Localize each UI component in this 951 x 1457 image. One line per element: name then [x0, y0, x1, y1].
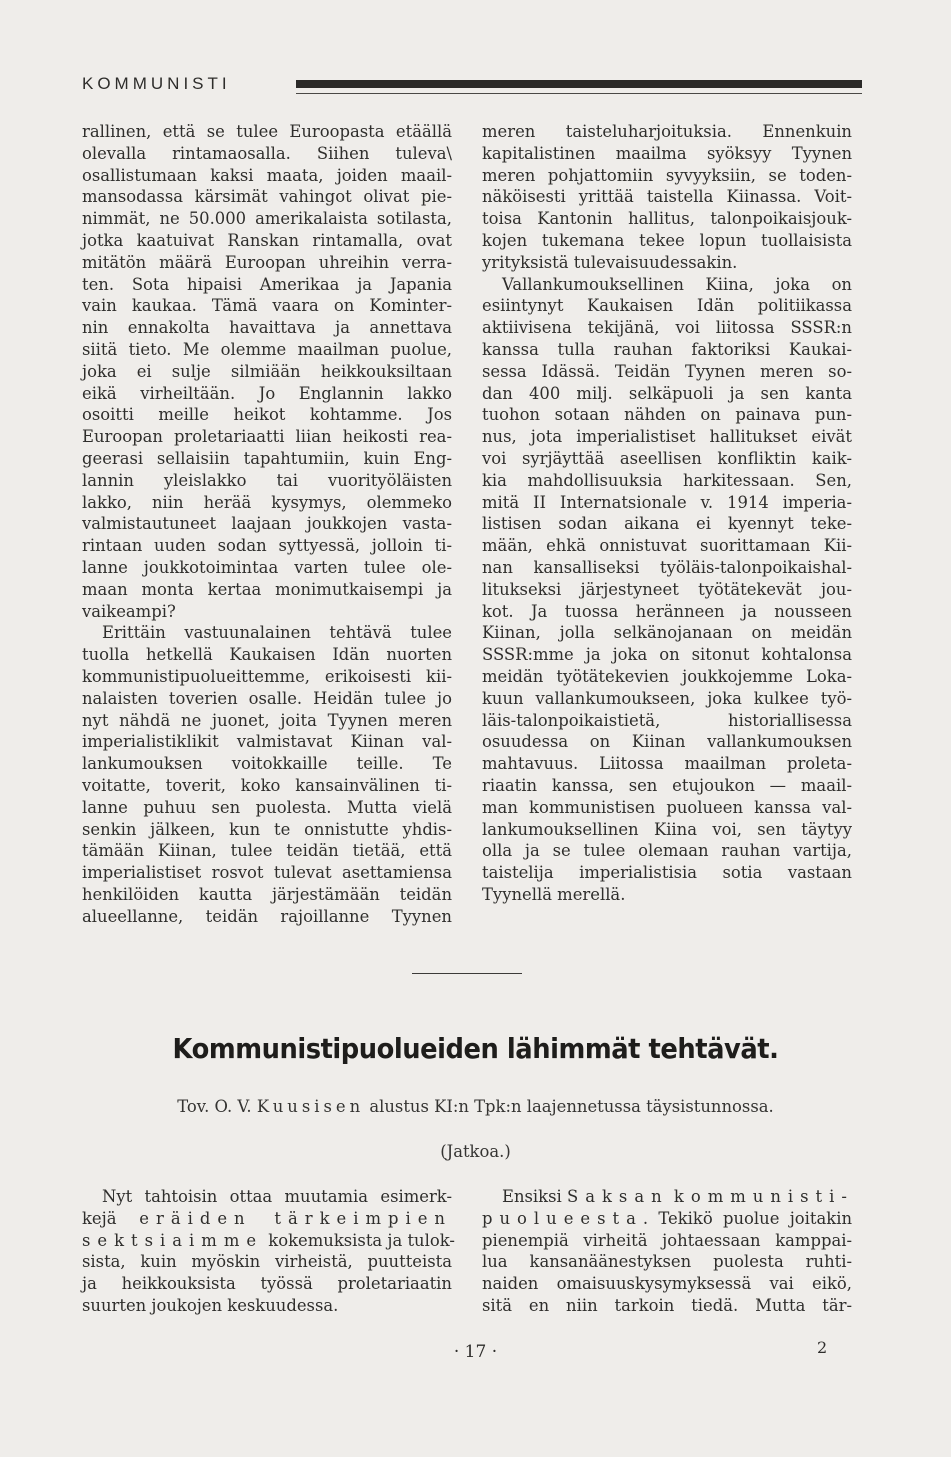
- text-line: vaikeampi?: [82, 601, 176, 621]
- text-line: ten. Sota hipaisi Amerikaa ja Japania: [82, 274, 452, 294]
- emphasis-text: eräiden: [139, 1208, 252, 1228]
- text-line: lankumouksellinen Kiina voi, sen täytyy: [482, 819, 852, 839]
- running-header: [82, 74, 864, 100]
- text-line: alueellanne, teidän rajoillanne Tyynen: [82, 906, 452, 926]
- text-line: meren pohjattomiin syvyyksiin, se toden-: [482, 165, 852, 185]
- emphasis-text: kommunisti-: [673, 1187, 854, 1206]
- header-rule-thick: [296, 80, 862, 88]
- text-span: kokemuksista ja tulok-: [263, 1230, 455, 1250]
- text-line: valmistautuneet laajaan joukkojen vasta-: [82, 514, 452, 534]
- text-line: mahtavuus. Liitossa maailman proleta-: [482, 754, 852, 774]
- text-line: Erittäin vastuunalainen tehtävä tulee: [102, 623, 452, 643]
- text-line: eikä virheiltään. Jo Englannin lakko: [82, 383, 452, 403]
- emphasis-text: Saksan: [566, 1187, 669, 1206]
- header-rule-thin: [296, 93, 862, 94]
- text-line: nalaisten toverien osalle. Heidän tulee jo: [82, 688, 452, 708]
- text-line: pienempiä virheitä johtaessaan kamppai-: [482, 1230, 852, 1250]
- section-divider: [412, 973, 522, 974]
- text-line: lannin yleislakko tai vuorityöläisten: [82, 470, 452, 490]
- text-line: esiintynyt Kaukaisen Idän politiikassa: [482, 296, 852, 316]
- text-line: kia mahdollisuuksia harkitessaan. Sen,: [482, 470, 852, 490]
- text-span: . Tekikö puolue joitakin: [642, 1208, 852, 1228]
- text-line: lankumouksen voitokkaille teille. Te: [82, 754, 452, 774]
- text-line: toisa Kantonin hallitus, talonpoikaisjouk-: [482, 209, 852, 229]
- text-line: ja heikkouksista työssä proletariaatin: [82, 1274, 452, 1294]
- text-line: listisen sodan aikana ei kyennyt teke-: [482, 514, 852, 534]
- text-line: senkin jälkeen, kun te onnistutte yhdis-: [82, 819, 452, 839]
- text-line: osuudessa on Kiinan vallankumouksen: [482, 732, 852, 752]
- text-line: olla ja se tulee olemaan rauhan vartija,: [482, 841, 852, 861]
- subtitle-author: Kuusisen: [256, 1097, 365, 1116]
- text-line: maan monta kertaa monimutkaisempi ja: [82, 579, 452, 599]
- article-subtitle: [0, 1097, 951, 1116]
- text-line: kojen tukemana tekee lopun tuollaisista: [482, 230, 852, 250]
- text-line: lanne joukkotoimintaa varten tulee ole-: [82, 557, 452, 577]
- text-line: tuohon sotaan nähden on painava pun-: [482, 405, 852, 425]
- text-column-right-top: [482, 121, 852, 906]
- text-line: man kommunistisen puolueen kanssa val-: [482, 797, 852, 817]
- text-line: taistelija imperialistisia sotia vastaan: [482, 863, 852, 883]
- journal-title: KOMMUNISTI: [82, 74, 231, 93]
- text-line: suurten joukojen keskuudessa.: [82, 1295, 339, 1315]
- emphasis-text: tärkeimpien: [274, 1208, 452, 1228]
- text-line: [82, 1208, 452, 1230]
- text-line: kommunistipuolueittemme, erikoisesti kii-: [82, 666, 452, 686]
- subtitle-prefix: Tov. O. V.: [177, 1097, 257, 1116]
- emphasis-text: puolueesta: [482, 1208, 643, 1228]
- text-line: nin ennakolta havaittava ja annettava: [82, 318, 452, 338]
- subtitle-suffix: alustus KI:n Tpk:n laajennetussa täysistunnossa.: [364, 1097, 774, 1116]
- text-line: vain kaukaa. Tämä vaara on Kominter-: [82, 296, 452, 316]
- article-title: Kommunistipuolueiden lähimmät tehtävät.: [172, 1032, 779, 1065]
- text-line: olevalla rintamaosalla. Siihen tuleva\: [82, 143, 452, 163]
- text-line: lanne puhuu sen puolesta. Mutta vielä: [82, 797, 452, 817]
- text-line: meidän työtätekevien joukkojemme Loka-: [482, 666, 852, 686]
- text-span: [252, 1209, 275, 1228]
- text-line: aktiivisena tekijänä, voi liitossa SSSR:n: [482, 318, 852, 338]
- text-line: nimmät, ne 50.000 amerikalaista sotilasta,: [82, 209, 452, 229]
- text-column-left-bottom: [82, 1186, 455, 1317]
- text-line: Nyt tahtoisin ottaa muutamia esimerk-: [102, 1187, 452, 1206]
- text-line: voi syrjäyttää aseellisen konfliktin kaik-: [482, 448, 852, 468]
- text-line: dan 400 milj. selkäpuoli ja sen kanta: [482, 383, 852, 403]
- text-line: kanssa tulla rauhan faktoriksi Kaukai-: [482, 339, 852, 359]
- text-line: henkilöiden kautta järjestämään teidän: [82, 884, 452, 904]
- text-column-left-top: [82, 121, 452, 927]
- text-line: osallistumaan kaksi maata, joiden maail-: [82, 165, 452, 185]
- text-line: tämään Kiinan, tulee teidän tietää, että: [82, 841, 452, 861]
- text-line: näköisesti yrittää taistella Kiinassa. Voit-: [482, 187, 852, 207]
- text-line: rintaan uuden sodan syttyessä, jolloin ti-: [82, 536, 452, 556]
- text-line: yrityksistä tulevaisuudessakin.: [482, 252, 738, 272]
- text-line: nyt nähdä ne juonet, joita Tyynen meren: [82, 710, 452, 730]
- continued-note: (Jatkoa.): [440, 1142, 511, 1161]
- text-line: Kiinan, jolla selkänojanaan on meidän: [482, 623, 852, 643]
- text-line: jotka kaatuivat Ranskan rintamalla, ovat: [82, 230, 452, 250]
- text-line: kapitalistinen maailma syöksyy Tyynen: [482, 143, 852, 163]
- text-line: lakko, niin herää kysymys, olemmeko: [82, 492, 452, 512]
- text-line: naiden omaisuuskysymyksessä vai eikö,: [482, 1274, 852, 1294]
- text-line: kot. Ja tuossa heränneen ja nousseen: [482, 601, 852, 621]
- text-line: [482, 1186, 852, 1208]
- text-line: SSSR:mme ja joka on sitonut kohtalonsa: [482, 645, 852, 665]
- text-column-right-bottom: [482, 1186, 852, 1317]
- page-number: · 17 ·: [453, 1342, 498, 1362]
- text-line: mitä II Internatsionale v. 1914 imperia-: [482, 492, 852, 512]
- text-line: sitä en niin tarkoin tiedä. Mutta tär-: [482, 1295, 852, 1315]
- text-line: sista, kuin myöskin virheistä, puutteista: [82, 1252, 452, 1272]
- text-line: sessa Idässä. Teidän Tyynen meren so-: [482, 361, 852, 381]
- text-line: joka ei sulje silmiään heikkouksiltaan: [82, 361, 452, 381]
- text-line: imperialistiklikit valmistavat Kiinan val-: [82, 732, 452, 752]
- text-line: siitä tieto. Me olemme maailman puolue,: [82, 339, 452, 359]
- text-line: läis-talonpoikaistietä, historiallisessa: [482, 710, 852, 730]
- text-line: mansodassa kärsimät vahingot olivat pie-: [82, 187, 452, 207]
- text-line: nus, jota imperialistiset hallitukset eivät: [482, 427, 852, 447]
- text-line: kuun vallankumoukseen, joka kulkee työ-: [482, 688, 852, 708]
- text-line: geerasi sellaisiin tapahtumiin, kuin Eng-: [82, 448, 452, 468]
- text-line: voitatte, toverit, koko kansainvälinen ti-: [82, 775, 452, 795]
- text-span: Ensiksi: [502, 1187, 567, 1206]
- text-line: lua kansanäänestyksen puolesta ruhti-: [482, 1252, 852, 1272]
- printer-signature-mark: 2: [817, 1338, 828, 1357]
- text-line: rallinen, että se tulee Euroopasta etäällä: [82, 122, 452, 141]
- text-line: Euroopan proletariaatti liian heikosti rea-: [82, 427, 452, 447]
- text-line: meren taisteluharjoituksia. Ennenkuin: [482, 122, 852, 141]
- text-line: riaatin kanssa, sen etujoukon — maail-: [482, 775, 852, 795]
- text-line: mitätön määrä Euroopan uhreihin verra-: [82, 252, 452, 272]
- text-line: imperialistiset rosvot tulevat asettamiensa: [82, 863, 452, 883]
- text-line: nan kansalliseksi työläis-talonpoikaishal-: [482, 557, 852, 577]
- text-span: kejä: [82, 1208, 140, 1228]
- text-line: [82, 1230, 455, 1252]
- text-line: Vallankumouksellinen Kiina, joka on: [502, 274, 852, 294]
- text-line: Tyynellä merellä.: [482, 884, 626, 904]
- text-line: litukseksi järjestyneet työtätekevät jou-: [482, 579, 852, 599]
- text-line: [482, 1208, 852, 1230]
- text-line: osoitti meille heikot kohtamme. Jos: [82, 405, 452, 425]
- text-line: mään, ehkä onnistuvat suorittamaan Kii-: [482, 536, 852, 556]
- text-line: tuolla hetkellä Kaukaisen Idän nuorten: [82, 645, 452, 665]
- emphasis-text: sektsiaimme: [82, 1230, 264, 1250]
